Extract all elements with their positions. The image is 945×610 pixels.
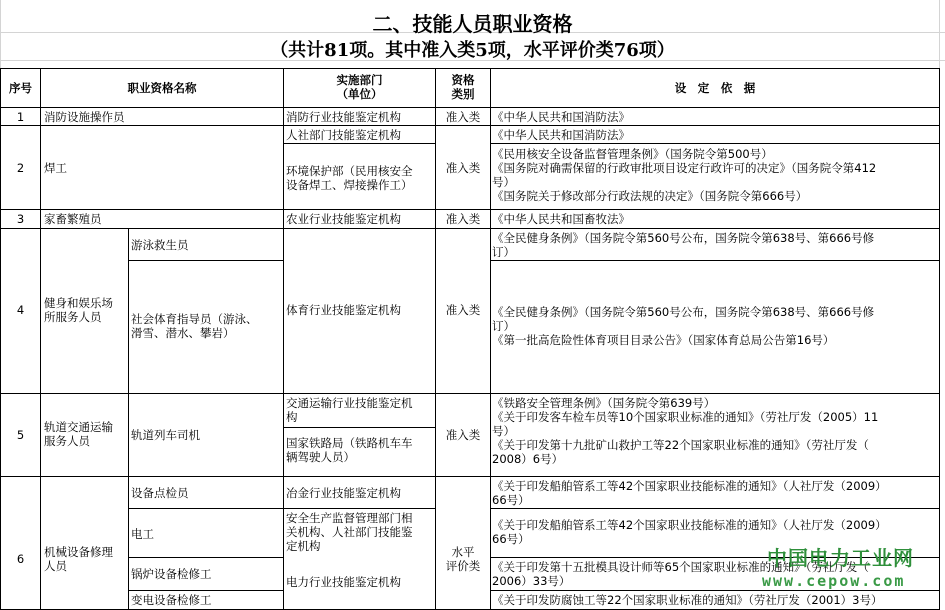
header-no: 序号 <box>9 81 32 95</box>
legal-basis: 《关于印发船舶管系工等42个国家职业技能标准的通知》（人社厅发（2009） 66号） <box>492 479 887 507</box>
legal-basis: 《民用核安全设备监督管理条例》（国务院令第500号） 《国务院对确需保留的行政审批项目设定行政许可的决定》（国务院令第412 号） 《国务院关于修改部分行政法规的决定》（国务院令第666号） <box>492 147 877 203</box>
legal-basis: 《中华人民共和国畜牧法》 <box>492 212 630 226</box>
legal-basis: 《中华人民共和国消防法》 <box>492 110 630 124</box>
header-basis: 设 定 依 据 <box>674 81 756 95</box>
row-number: 5 <box>16 428 25 442</box>
qualification-name: 健身和娱乐场 所服务人员 <box>44 296 113 324</box>
qualification-name: 焊工 <box>44 161 67 175</box>
qualification-type: 准入类 <box>445 212 481 226</box>
row-number: 3 <box>16 212 25 226</box>
sub-qualification: 游泳救生员 <box>131 238 189 252</box>
qualification-name: 轨道交通运输 服务人员 <box>44 420 113 448</box>
department: 交通运输行业技能鉴定机 构 <box>286 396 413 424</box>
department: 电力行业技能鉴定机构 <box>286 575 401 589</box>
qualification-type: 准入类 <box>445 161 481 175</box>
department: 人社部门技能鉴定机构 <box>286 128 401 142</box>
qualification-name: 消防设施操作员 <box>44 110 125 124</box>
sub-qualification: 轨道列车司机 <box>131 428 200 442</box>
qualification-type: 准入类 <box>445 428 481 442</box>
header-name: 职业资格名称 <box>127 81 197 95</box>
qualification-type: 水平 评价类 <box>445 545 481 573</box>
department: 消防行业技能鉴定机构 <box>286 110 401 124</box>
row-number: 4 <box>16 303 25 317</box>
department: 冶金行业技能鉴定机构 <box>286 486 401 500</box>
page-title: 二、技能人员职业资格 <box>372 12 573 36</box>
row-number: 1 <box>16 110 25 124</box>
watermark-url: www.cepow.com <box>762 572 906 590</box>
legal-basis: 《关于印发第十五批模具设计师等65个国家职业标准的通知》（劳社厅发（ 2006）33号） <box>492 560 869 588</box>
sub-qualification: 锅炉设备检修工 <box>131 567 212 581</box>
header-type: 资格 类别 <box>451 73 475 101</box>
sub-qualification: 设备点检员 <box>131 486 189 500</box>
page-subtitle: （共计81项。其中准入类5项，水平评价类76项） <box>270 40 675 61</box>
department: 农业行业技能鉴定机构 <box>286 212 401 226</box>
qualification-type: 准入类 <box>445 303 481 317</box>
legal-basis: 《中华人民共和国消防法》 <box>492 128 630 142</box>
legal-basis: 《全民健身条例》（国务院令第560号公布，国务院令第638号、第666号修 订） 《第一批高危险性体育项目目录公告》（国家体育总局公告第16号） <box>492 305 875 347</box>
sub-qualification: 社会体育指导员（游泳、 滑雪、潜水、攀岩） <box>131 312 258 340</box>
department: 体育行业技能鉴定机构 <box>286 303 401 317</box>
header-dept: 实施部门 （单位） <box>336 73 383 101</box>
legal-basis: 《铁路安全管理条例》（国务院令第639号） 《关于印发客车检车员等10个国家职业标准的通知》（劳社厅发（2005）11 号） 《关于印发第十九批矿山救护工等22个国家职业标准的通知》（劳社厅发（ 2008）6号） <box>492 396 879 466</box>
department: 国家铁路局（铁路机车车 辆驾驶人员） <box>286 436 413 464</box>
row-number: 6 <box>16 552 25 566</box>
department: 安全生产监督管理部门相 关机构、人社部门技能鉴 定机构 <box>286 511 413 553</box>
department: 环境保护部（民用核安全 设备焊工、焊接操作工） <box>286 164 413 192</box>
sub-qualification: 电工 <box>131 527 154 541</box>
qualification-type: 准入类 <box>445 110 481 124</box>
qualification-name: 家畜繁殖员 <box>44 212 102 226</box>
legal-basis: 《关于印发船舶管系工等42个国家职业技能标准的通知》（人社厅发（2009） 66号） <box>492 518 887 546</box>
qualification-name: 机械设备修理 人员 <box>44 545 113 573</box>
legal-basis: 《关于印发防腐蚀工等22个国家职业标准的通知》（劳社厅发（2001）3号） <box>492 593 883 607</box>
legal-basis: 《全民健身条例》（国务院令第560号公布，国务院令第638号、第666号修 订） <box>492 231 875 259</box>
row-number: 2 <box>16 161 25 175</box>
watermark-logo-text: 中国电力工业网 <box>767 546 914 570</box>
sub-qualification: 变电设备检修工 <box>131 593 212 607</box>
